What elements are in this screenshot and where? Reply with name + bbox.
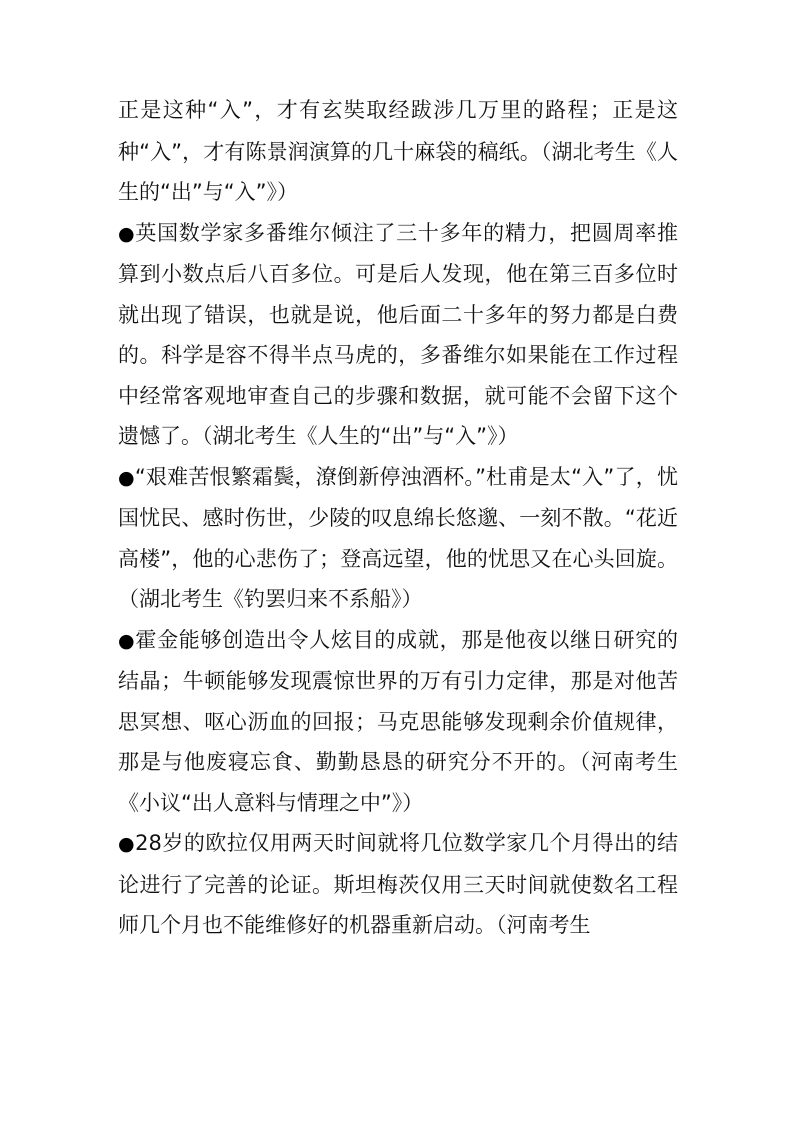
paragraph-text: 正是这种“入”，才有玄奘取经跋涉几万里的路程；正是这种“入”，才有陈景润演算的几十麻袋的稿纸。（湖北考生《人生的“出”与“入”》）: [118, 98, 678, 204]
paragraph-hawking: [118, 620, 678, 824]
bullet-marker: ●: [118, 629, 136, 652]
paragraph-text: 英国数学家多番维尔倾注了三十多年的精力，把圆周率推算到小数点后八百多位。可是后人发现，他在第三百多位时就出现了错误，也就是说，他后面二十多年的努力都是白费的。科学是容不得半点马虎的，多番维尔如果能在工作过程中经常客观地审查自己的步骤和数据，就可能不会留下这个遗憾了。（湖北考生《人生的“出”与“入”》）: [118, 220, 678, 448]
paragraph-dufu: [118, 457, 678, 620]
bullet-marker: ●: [118, 222, 136, 245]
bullet-marker: ●: [118, 833, 136, 855]
paragraph-xuanzang: [118, 90, 678, 213]
bullet-marker: ●: [118, 466, 135, 489]
paragraph-text: 28岁的欧拉仅用两天时间就将几位数学家几个月得出的结论进行了完善的论证。斯坦梅茨仅用三天时间就使数名工程师几个月也不能维修好的机器重新启动。（河南考生: [118, 831, 678, 937]
paragraph-euler: [118, 823, 678, 946]
paragraph-text: “艰难苦恨繁霜鬓，潦倒新停浊酒杯。”杜甫是太“入”了，忧国忧民、感时伤世，少陵的叹息绵长悠邈、一刻不散。“花近高楼”，他的心悲伤了；登高远望，他的忧思又在心头回旋。（湖北考生《钓罢归来不系船》）: [118, 464, 678, 611]
paragraph-text: 霍金能够创造出令人炫目的成就，那是他夜以继日研究的结晶；牛顿能够发现震惊世界的万有引力定律，那是对他苦思冥想、呕心沥血的回报；马克思能够发现剩余价值规律，那是与他废寝忘食、勤勤恳恳的研究分不开的。（河南考生《小议“出人意料与情理之中”》）: [118, 627, 678, 815]
paragraph-shanks: [118, 213, 678, 457]
article-body: [118, 90, 678, 946]
